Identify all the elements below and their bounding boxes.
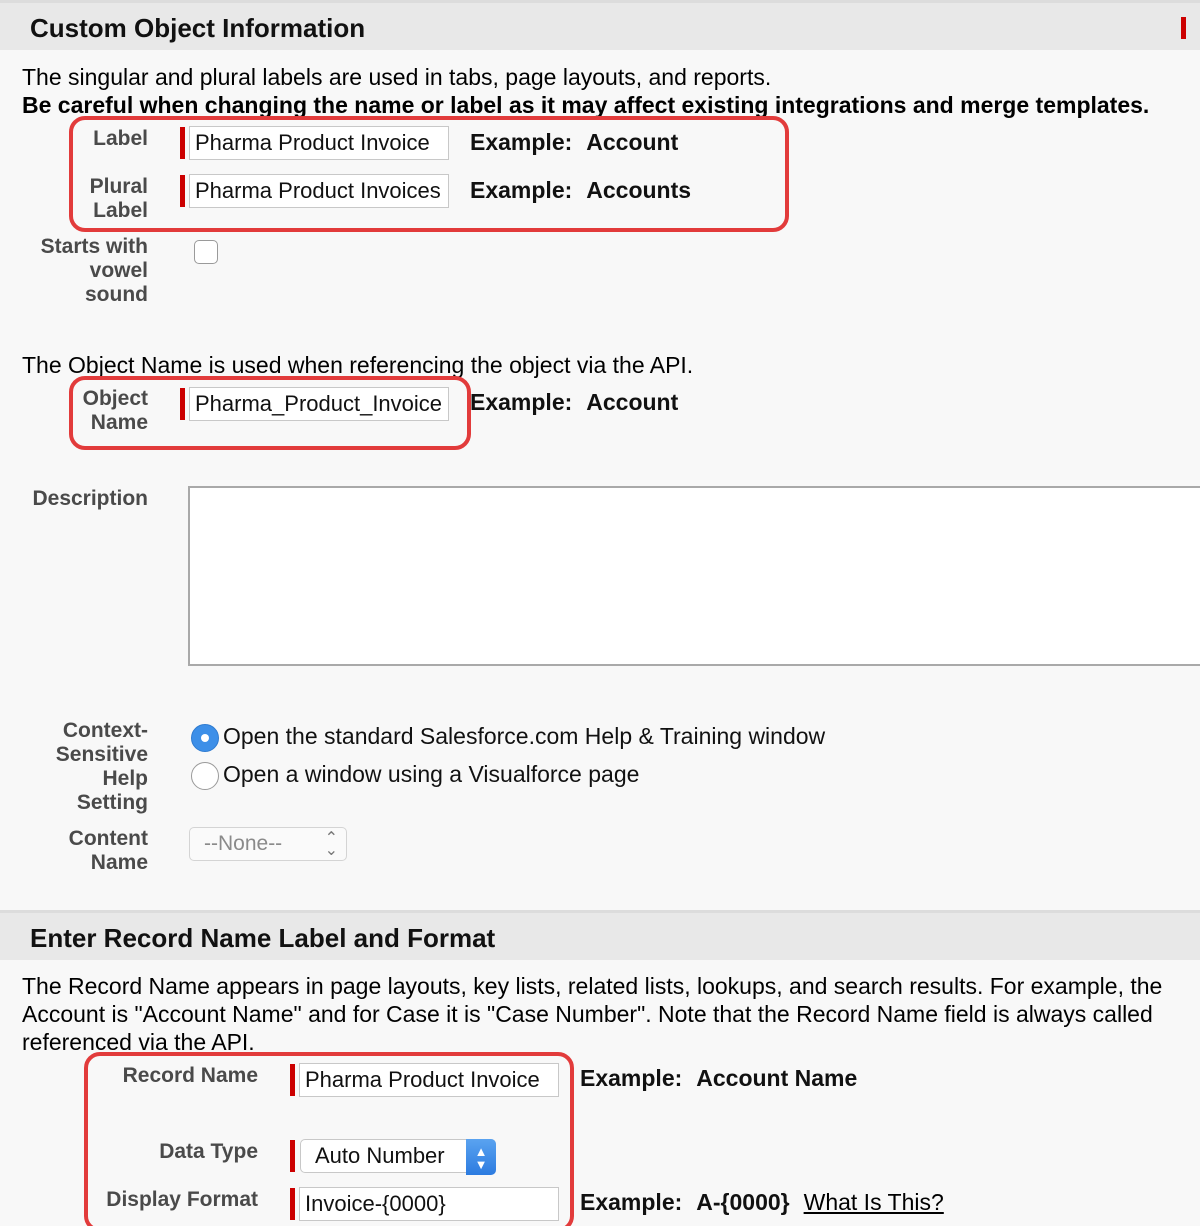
label-input[interactable]: Pharma Product Invoice (189, 126, 449, 160)
help-standard-radio-label[interactable]: Open the standard Salesforce.com Help & Training window (223, 723, 826, 749)
label-line: Context- (62, 719, 148, 742)
record-name-intro-line: The Record Name appears in page layouts, key lists, related lists, lookups, and search results. For example, the (22, 973, 1163, 999)
updown-arrows-icon: ⌃ ⌄ (324, 830, 338, 859)
label-line: Content (68, 827, 148, 850)
labels-warning-text: Be careful when changing the name or label as it may affect existing integrations and merge templates. (22, 92, 1150, 118)
help-setting-field-label (0, 719, 148, 815)
display-format-input[interactable]: Invoice-{0000} (299, 1187, 559, 1221)
object-name-example (470, 389, 678, 416)
example-prefix: Example: (470, 389, 573, 415)
display-format-field-label: Display Format (106, 1188, 258, 1211)
label-line: Name (90, 411, 148, 434)
label-line: sound (85, 283, 148, 306)
section-title: Custom Object Information (30, 13, 366, 43)
help-visualforce-radio-label[interactable]: Open a window using a Visualforce page (223, 761, 640, 787)
data-type-field-label: Data Type (159, 1140, 258, 1163)
labels-intro-text: The singular and plural labels are used in tabs, page layouts, and reports. (22, 64, 772, 90)
record-name-example (580, 1065, 857, 1092)
vowel-sound-field-label (0, 235, 148, 307)
object-name-highlight-box (69, 376, 471, 450)
record-name-input[interactable]: Pharma Product Invoice (299, 1063, 559, 1097)
display-format-example (580, 1189, 944, 1216)
record-name-field-label: Record Name (122, 1064, 258, 1087)
help-visualforce-radio[interactable] (191, 762, 219, 790)
label-line: vowel (89, 259, 148, 282)
plural-label-input[interactable]: Pharma Product Invoices (189, 174, 449, 208)
record-name-header (0, 910, 1200, 960)
example-value: Account Name (696, 1065, 858, 1091)
custom-object-information-header (0, 0, 1200, 50)
labels-highlight-box (69, 116, 789, 232)
label-line: Help (102, 767, 148, 790)
select-value: Auto Number (315, 1143, 445, 1168)
label-line: Plural (89, 175, 148, 198)
object-name-intro-text: The Object Name is used when referencing the object via the API. (22, 352, 694, 378)
label-field-label: Label (93, 127, 148, 150)
example-prefix: Example: (470, 129, 573, 155)
record-name-highlight-box (84, 1052, 574, 1226)
example-value: Account (586, 129, 679, 155)
record-name-intro-line: referenced via the API. (22, 1029, 255, 1055)
example-value: Account (586, 389, 679, 415)
object-name-input[interactable]: Pharma_Product_Invoice (189, 387, 449, 421)
label-line: Starts with (40, 235, 148, 258)
description-field-label: Description (32, 487, 148, 510)
example-prefix: Example: (470, 177, 573, 203)
example-value: A-{0000} (696, 1189, 790, 1215)
select-value: --None-- (204, 832, 283, 855)
label-line: Object (82, 387, 148, 410)
label-line: Name (90, 851, 148, 874)
example-prefix: Example: (580, 1189, 683, 1215)
example-value: Accounts (586, 177, 692, 203)
vowel-sound-checkbox[interactable] (194, 240, 218, 264)
label-line: Sensitive (55, 743, 148, 766)
label-line: Label (93, 199, 148, 222)
label-line: Setting (76, 791, 148, 814)
description-textarea[interactable] (188, 486, 1200, 666)
section-title: Enter Record Name Label and Format (30, 923, 496, 953)
example-prefix: Example: (580, 1065, 683, 1091)
what-is-this-link[interactable]: What Is This? (803, 1189, 944, 1215)
required-legend-marker (1181, 17, 1186, 39)
content-name-select (189, 827, 347, 861)
updown-arrows-icon: ▲ ▼ (466, 1139, 496, 1175)
help-standard-radio[interactable] (191, 724, 219, 752)
record-name-intro-line: Account is "Account Name" and for Case it is "Case Number". Note that the Record Name field is always called (22, 1001, 1153, 1027)
content-name-field-label (0, 827, 148, 875)
